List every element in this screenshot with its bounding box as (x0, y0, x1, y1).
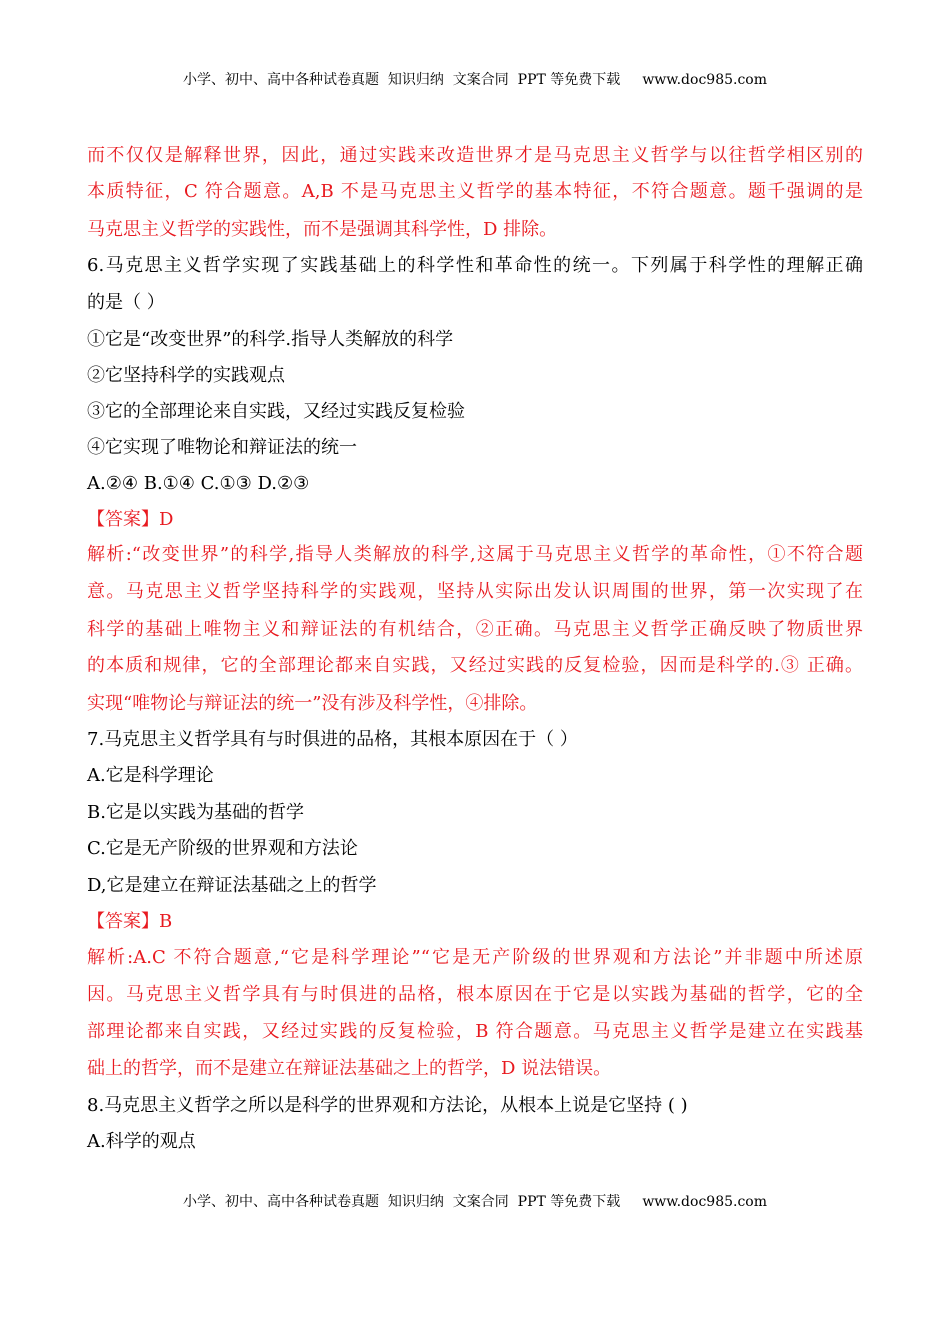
question-line: C.它是无产阶级的世界观和方法论 (87, 838, 358, 859)
question-line: 的是（ ） (87, 292, 165, 313)
header-site-link[interactable]: www.doc985.com (642, 72, 767, 88)
question-line: 6.马克思主义哲学实现了实践基础上的科学性和革命性的统一。下列属于科学性的理解正确 (87, 255, 863, 276)
question-line: A.②④ B.①④ C.①③ D.②③ (87, 473, 310, 494)
question-line: ④它实现了唯物论和辩证法的统一 (87, 437, 357, 458)
analysis-line: 【答案】B (87, 911, 173, 932)
analysis-line: 马克思主义哲学的实践性，而不是强调其科学性，D 排除。 (87, 219, 558, 240)
page-header (0, 69, 950, 89)
question-line: ③它的全部理论来自实践，又经过实践反复检验 (87, 401, 465, 422)
analysis-line: 本质特征，C 符合题意。A,B 不是马克思主义哲学的基本特征，不符合题意。题千强调的是 (87, 181, 863, 202)
question-line: 7.马克思主义哲学具有与时俱进的品格，其根本原因在于（ ） (87, 729, 578, 750)
analysis-line: 因。马克思主义哲学具有与时俱进的品格，根本原因在于它是以实践为基础的哲学，它的全 (87, 984, 863, 1005)
analysis-line: 的本质和规律，它的全部理论都来自实践，又经过实践的反复检验，因而是科学的.③ 正确。 (87, 655, 863, 676)
question-line: 8.马克思主义哲学之所以是科学的世界观和方法论，从根本上说是它坚持 ( ) (87, 1095, 688, 1116)
question-line: A.科学的观点 (87, 1131, 196, 1152)
question-line: A.它是科学理论 (87, 765, 214, 786)
analysis-line: 而不仅仅是解释世界，因此，通过实践来改造世界才是马克思主义哲学与以往哲学相区别的 (87, 145, 863, 166)
analysis-line: 科学的基础上唯物主义和辩证法的有机结合，②正确。马克思主义哲学正确反映了物质世界 (87, 619, 863, 640)
question-line: D,它是建立在辩证法基础之上的哲学 (87, 875, 377, 896)
footer-text: 小学、初中、高中各种试卷真题 知识归纳 文案合同 PPT 等免费下载 (182, 1194, 621, 1210)
question-line: B.它是以实践为基础的哲学 (87, 802, 304, 823)
header-text: 小学、初中、高中各种试卷真题 知识归纳 文案合同 PPT 等免费下载 (182, 72, 621, 88)
analysis-line: 实现“唯物论与辩证法的统一”没有涉及科学性，④排除。 (87, 693, 538, 714)
question-line: ①它是“改变世界”的科学.指导人类解放的科学 (87, 329, 454, 350)
footer-site-link[interactable]: www.doc985.com (642, 1194, 767, 1210)
question-line: ②它坚持科学的实践观点 (87, 365, 285, 386)
analysis-line: 解析:A.C 不符合题意,“它是科学理论”“它是无产阶级的世界观和方法论”并非题中所述原 (87, 947, 863, 968)
analysis-line: 础上的哲学，而不是建立在辩证法基础之上的哲学，D 说法错误。 (87, 1058, 612, 1079)
analysis-line: 部理论都来自实践，又经过实践的反复检验，B 符合题意。马克思主义哲学是建立在实践基 (87, 1021, 863, 1042)
analysis-line: 解析:“改变世界”的科学,指导人类解放的科学,这属于马克思主义哲学的革命性，①不符合题 (87, 544, 863, 565)
analysis-line: 【答案】D (87, 509, 174, 530)
analysis-line: 意。马克思主义哲学坚持科学的实践观，坚持从实际出发认识周围的世界，第一次实现了在 (87, 581, 863, 602)
page-footer (0, 1191, 950, 1211)
